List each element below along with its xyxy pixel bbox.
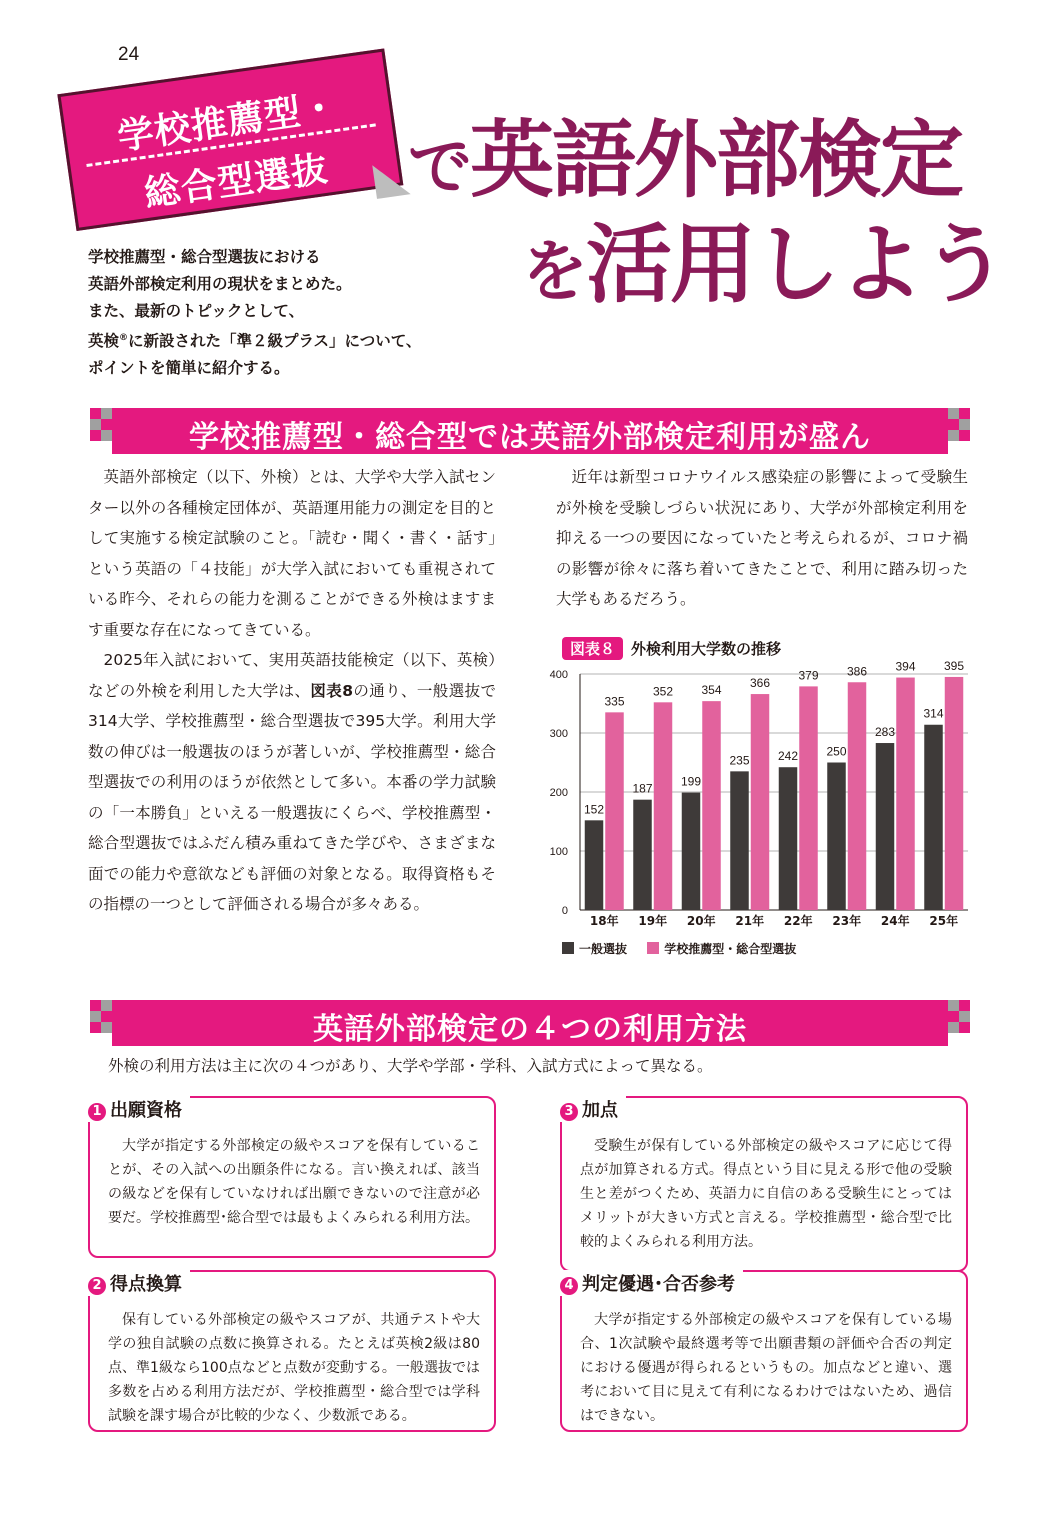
bar-chart [540, 656, 970, 938]
section-title-1: 学校推薦型・総合型では英語外部検定利用が盛ん [189, 420, 871, 455]
data-label: 152 [583, 802, 605, 817]
method-title: 加点 [582, 1100, 618, 1121]
method-box-2 [88, 1270, 496, 1436]
bar-recommend [848, 682, 867, 910]
headline-line-2 [522, 215, 1006, 315]
legend-label: 学校推薦型・総合型選抜 [664, 942, 797, 956]
lead-line: 学校推薦型・総合型選抜における [88, 248, 321, 266]
bar-recommend [702, 701, 721, 910]
headline-line-1 [408, 111, 963, 209]
data-label: 352 [652, 684, 674, 699]
method-body [580, 1134, 952, 1254]
section1-left-column [88, 462, 496, 920]
method-box-1 [88, 1096, 496, 1262]
bar-recommend [799, 686, 818, 910]
bar-general [924, 725, 943, 910]
y-tick-label: 200 [549, 787, 568, 799]
method-body [108, 1134, 480, 1230]
headline-main-1: 英語外部検定 [470, 111, 963, 209]
data-label: 250 [826, 744, 847, 759]
lead-line: 英語外部検定利用の現状をまとめた。 [88, 275, 352, 293]
x-tick-label: 24年 [880, 914, 910, 928]
data-label: 187 [632, 781, 653, 796]
x-tick-label: 23年 [832, 914, 862, 928]
x-tick-label: 22年 [783, 914, 813, 928]
method-title: 出願資格 [110, 1100, 182, 1121]
data-label: 395 [943, 658, 965, 673]
x-tick-label: 21年 [735, 914, 765, 928]
registered-mark: ® [119, 333, 129, 343]
data-label: 354 [701, 683, 722, 698]
data-label: 314 [923, 706, 944, 721]
method-heading [560, 1270, 743, 1296]
data-label: 242 [777, 749, 799, 764]
paragraph-part: の通り、一般選抜で314大学、学校推薦型・総合型選抜で395大学。利用大学数の伸びは一般選抜のほうが著しいが、学校推薦型・総合型選抜での利用のほうが依然として多い。本番の学力試験の「一本勝負」といえる一般選抜にくらべ、学校推薦型・総合型選抜ではふだん積み重ねてきた学びや、さまざまな面での能力や意欲なども評価の対象となる。取得資格もその指標の一つとして評価される場合が多々ある。 [88, 681, 496, 913]
paragraph [88, 645, 496, 920]
tag-line-1: 学校推薦型・ [115, 86, 341, 159]
number-badge: 3 [560, 1103, 578, 1121]
lead-line [88, 325, 518, 355]
method-text: 大学が指定する外部検定の級やスコアを保有している場合、1次試験や最終選考等で出願書類の評価や合否の判定における優遇が得られるというもの。加点などと違い、選考において目に見えて有利になるわけではないため、過信はできない。 [580, 1312, 952, 1424]
bar-recommend [945, 677, 964, 910]
method-text: 保有している外部検定の級やスコアが、共通テストや大学の独自試験の点数に換算される。たとえば英検2級は80点、準1級なら100点などと点数が変動する。一般選抜では多数を占める利用方法だが、学校推薦型・総合型では学科試験を課す場合が比較的少なく、少数派である。 [108, 1312, 480, 1424]
lead-text [88, 244, 518, 382]
data-label: 199 [680, 774, 702, 789]
bar-recommend [605, 712, 624, 910]
bar-general [682, 793, 701, 910]
paragraph: 英語外部検定（以下、外検）とは、大学や大学入試センター以外の各種検定団体が、英語運用能力の測定を目的として実施する検定試験のこと。「読む・聞く・書く・話す」という英語の「４技能」が大学入試においても重視されている昨今、それらの能力を測ることができる外検はますます重要な存在になってきている。 [88, 468, 496, 639]
chart-title-text: 外検利用大学数の推移 [631, 640, 782, 658]
method-body [580, 1308, 952, 1428]
data-label: 335 [604, 694, 625, 709]
chart-figure-label: 図表８ [562, 637, 623, 660]
number-badge: 1 [88, 1103, 106, 1121]
legend-item-recommend [647, 942, 796, 956]
bar-recommend [751, 694, 770, 910]
bar-recommend [896, 678, 915, 910]
method-heading [88, 1096, 190, 1122]
legend-swatch-general [562, 942, 574, 954]
paragraph-part: 2025年入試において、実用英語技能検定（以下、英検）などの外検を利用した大学は、 [88, 651, 496, 700]
y-tick-label: 300 [549, 728, 568, 740]
section1-right-column [556, 462, 968, 615]
bar-general [585, 820, 604, 910]
method-heading [88, 1270, 190, 1296]
legend-label: 一般選抜 [579, 942, 628, 956]
headline-main-2: 活用しよう [586, 215, 1006, 315]
data-label: 283 [874, 725, 896, 740]
method-heading [560, 1096, 626, 1122]
method-box-3 [560, 1096, 968, 1272]
bar-general [876, 743, 895, 910]
page-number: 24 [118, 44, 140, 65]
chart-legend [562, 940, 812, 957]
figure-ref: 図表8 [310, 681, 353, 700]
paragraph: 近年は新型コロナウイルス感染症の影響によって受験生が外検を受験しづらい状況にあり、大学が外部検定利用を抑える一つの要因になっていたと考えられるが、コロナ禍の影響が徐々に落ち着いてきたことで、利用に踏み切った大学もあるだろう。 [556, 468, 968, 608]
method-text: 受験生が保有している外部検定の級やスコアに応じて得点が加算される方式。得点という目に見える形で他の受験生と差がつくため、英語力に自信のある受験生にとってはメリットが大きい方式と言える。学校推薦型・総合型で比較的よくみられる利用方法。 [580, 1138, 952, 1250]
section2-intro: 外検の利用方法は主に次の４つがあり、大学や学部・学科、入試方式によって異なる。 [108, 1057, 713, 1075]
number-badge: 2 [88, 1277, 106, 1295]
x-tick-label: 19年 [638, 914, 668, 928]
data-label: 366 [749, 676, 771, 691]
section-banner-2 [90, 1000, 970, 1046]
lead-line-part: に新設された「準２級プラス」について、 [128, 332, 422, 351]
tag-line-2: 総合型選抜 [141, 148, 331, 216]
x-tick-label: 20年 [686, 914, 716, 928]
x-tick-label: 25年 [929, 914, 959, 928]
bar-recommend [654, 702, 673, 910]
bar-general [730, 771, 749, 910]
method-text: 大学が指定する外部検定の級やスコアを保有していることが、その入試への出願条件になる。言い換えれば、該当の級などを保有していなければ出願できないので注意が必要だ。学校推薦型･総合型では最もよくみられる利用方法。 [108, 1138, 480, 1226]
data-label: 235 [729, 753, 750, 768]
method-title: 得点換算 [110, 1274, 182, 1295]
method-body [108, 1308, 480, 1428]
data-label: 386 [846, 664, 868, 679]
number-badge: 4 [560, 1277, 578, 1295]
category-tag [57, 47, 414, 241]
bar-general [633, 800, 652, 910]
data-label: 394 [895, 659, 916, 674]
y-tick-label: 100 [549, 846, 568, 858]
legend-swatch-recommend [647, 942, 659, 954]
tag-box [57, 48, 403, 231]
data-label: 379 [798, 668, 819, 683]
y-tick-label: 400 [549, 669, 568, 681]
headline-particle-2: を [522, 233, 586, 310]
headline-particle-1: で [408, 131, 470, 205]
bar-general [779, 767, 798, 910]
x-tick-label: 18年 [589, 914, 619, 928]
method-title: 判定優遇･合否参考 [582, 1274, 735, 1295]
method-box-4 [560, 1270, 968, 1436]
lead-line: また、最新のトピックとして、 [88, 302, 305, 320]
eiken-name: 英検 [88, 332, 120, 351]
section-title-2: 英語外部検定の４つの利用方法 [313, 1012, 747, 1047]
legend-item-general [562, 942, 627, 956]
lead-line: ポイントを簡単に紹介する。 [88, 359, 290, 378]
section-banner-1 [90, 408, 970, 454]
tag-fold-corner [372, 161, 410, 199]
y-tick-label: 0 [561, 905, 568, 917]
bar-general [827, 763, 846, 911]
